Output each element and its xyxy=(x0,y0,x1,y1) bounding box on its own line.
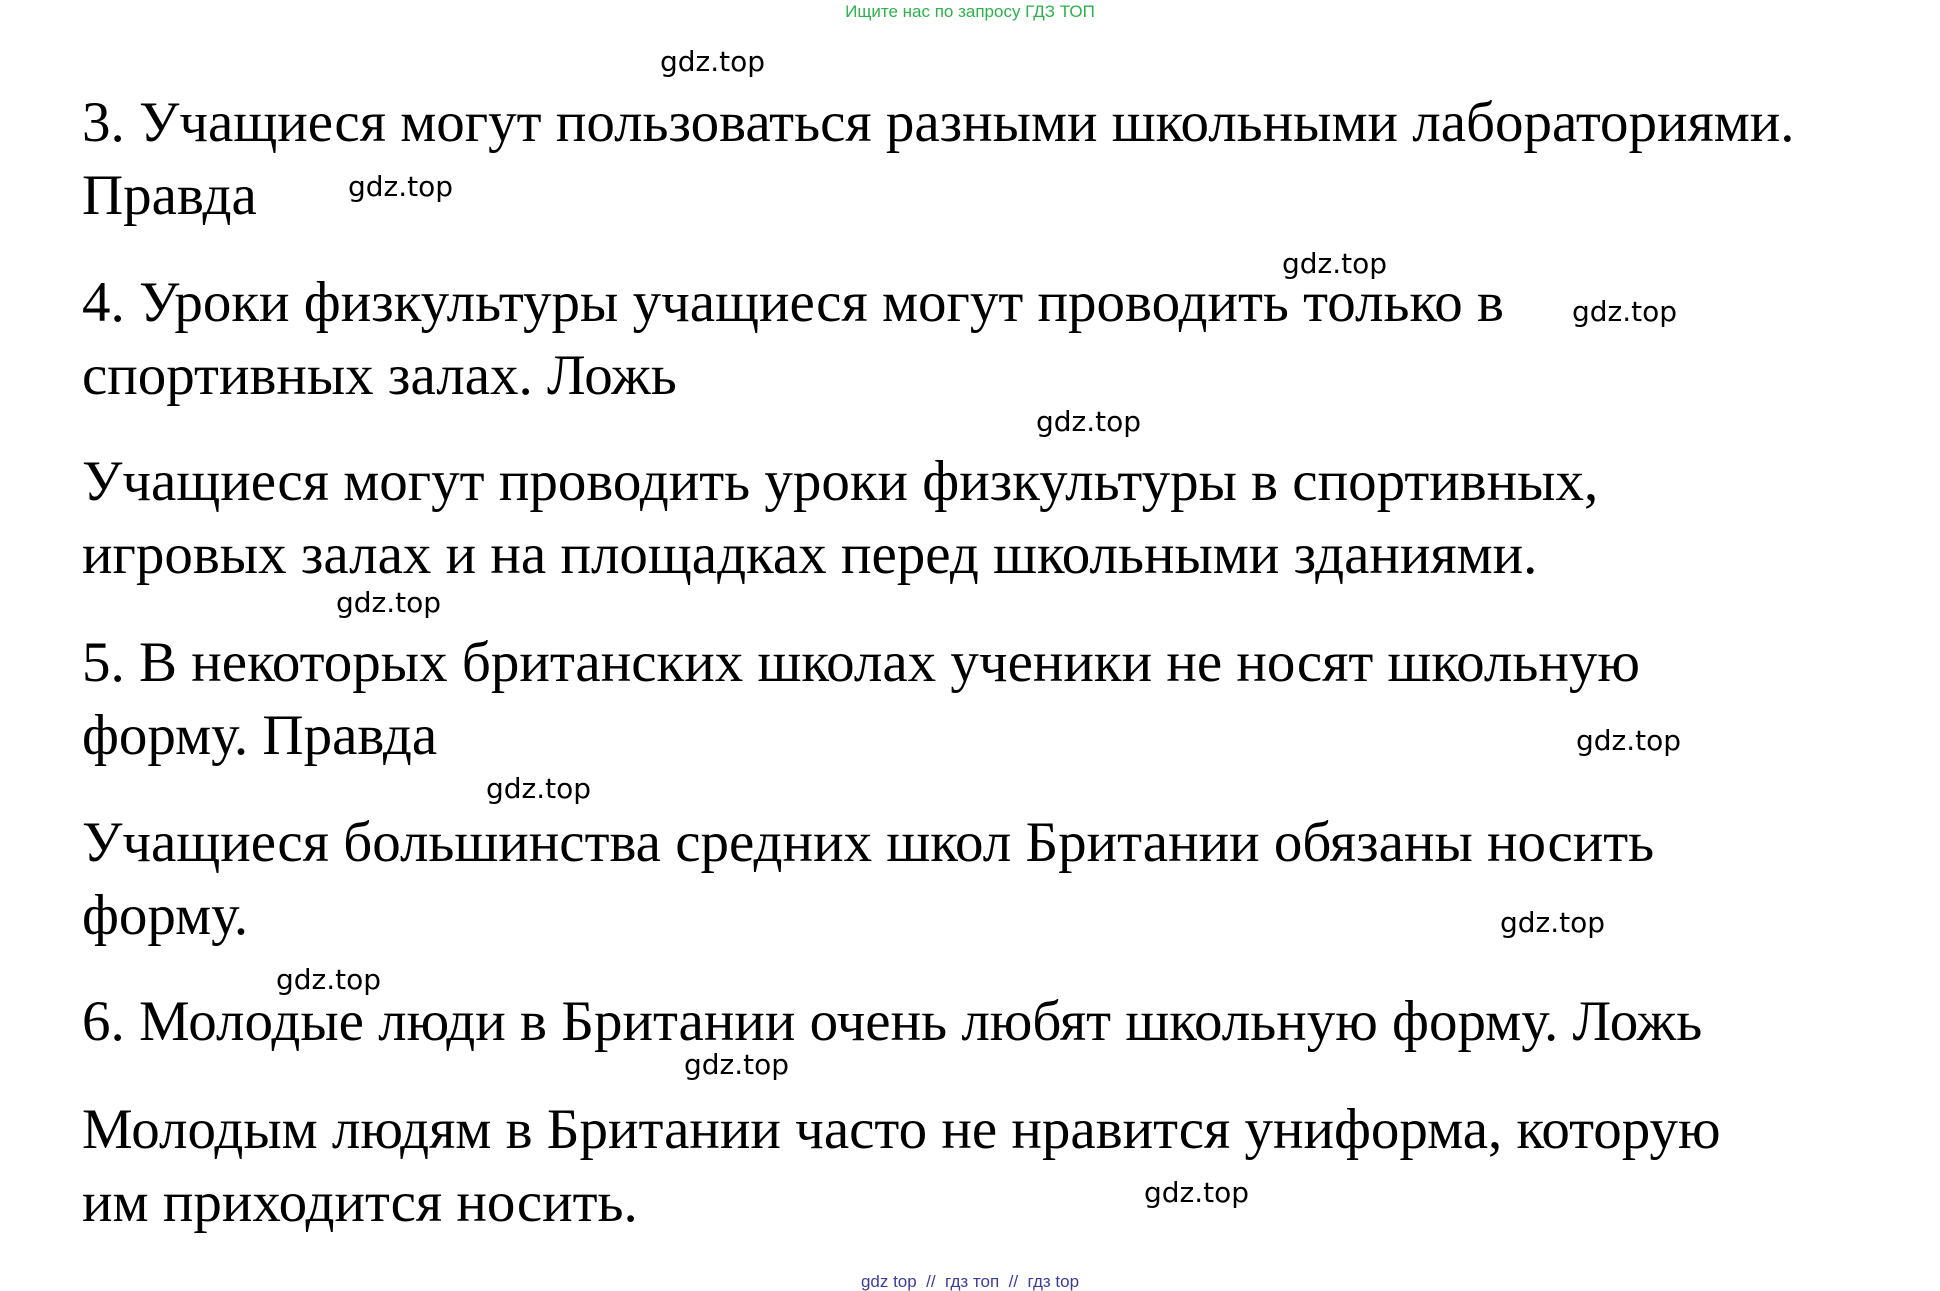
paragraph-line: 6. Молодые люди в Британии очень любят школьную форму. Ложь xyxy=(82,990,1703,1053)
watermark-text: gdz.top xyxy=(684,1048,790,1081)
paragraph-line: 4. Уроки физкультуры учащиеся могут проводить только в xyxy=(82,271,1504,334)
paragraph-line: 5. В некоторых британских школах ученики не носят школьную xyxy=(82,631,1640,694)
top-banner: Ищите нас по запросу ГДЗ ТОП xyxy=(845,2,1095,21)
paragraph-statement-3 xyxy=(82,86,1795,232)
paragraph-line: форму. Правда xyxy=(82,704,438,767)
watermark-text: gdz.top xyxy=(348,170,454,203)
paragraph-line: Молодым людям в Британии часто не нравится униформа, которую xyxy=(82,1098,1721,1161)
watermark-text: gdz.top xyxy=(1036,405,1142,438)
paragraph-line: спортивных залах. Ложь xyxy=(82,344,677,407)
paragraph-line: игровых залах и на площадках перед школьными зданиями. xyxy=(82,523,1538,586)
paragraph-explanation-5 xyxy=(82,806,1654,952)
paragraph-line: Правда xyxy=(82,164,257,227)
watermark-text: gdz.top xyxy=(1500,906,1606,939)
watermark-text: gdz.top xyxy=(1572,295,1678,328)
watermark-text: gdz.top xyxy=(1144,1176,1250,1209)
paragraph-line: им приходится носить. xyxy=(82,1171,638,1234)
watermark-text: gdz.top xyxy=(486,772,592,805)
watermark-text: gdz.top xyxy=(1282,247,1388,280)
paragraph-statement-5 xyxy=(82,626,1640,772)
paragraph-explanation-4 xyxy=(82,445,1598,591)
paragraph-statement-4 xyxy=(82,266,1504,412)
paragraph-line: Учащиеся могут проводить уроки физкультуры в спортивных, xyxy=(82,450,1599,513)
paragraph-line: форму. xyxy=(82,884,249,947)
paragraph-explanation-6 xyxy=(82,1093,1721,1239)
paragraph-line: Учащиеся большинства средних школ Британии обязаны носить xyxy=(82,811,1655,874)
watermark-text: gdz.top xyxy=(1576,724,1682,757)
watermark-text: gdz.top xyxy=(336,586,442,619)
footer-text: gdz top // гдз топ // гдз top xyxy=(860,1272,1080,1291)
watermark-text: gdz.top xyxy=(660,45,766,78)
paragraph-line: 3. Учащиеся могут пользоваться разными школьными лабораториями. xyxy=(82,91,1795,154)
watermark-text: gdz.top xyxy=(276,963,382,996)
